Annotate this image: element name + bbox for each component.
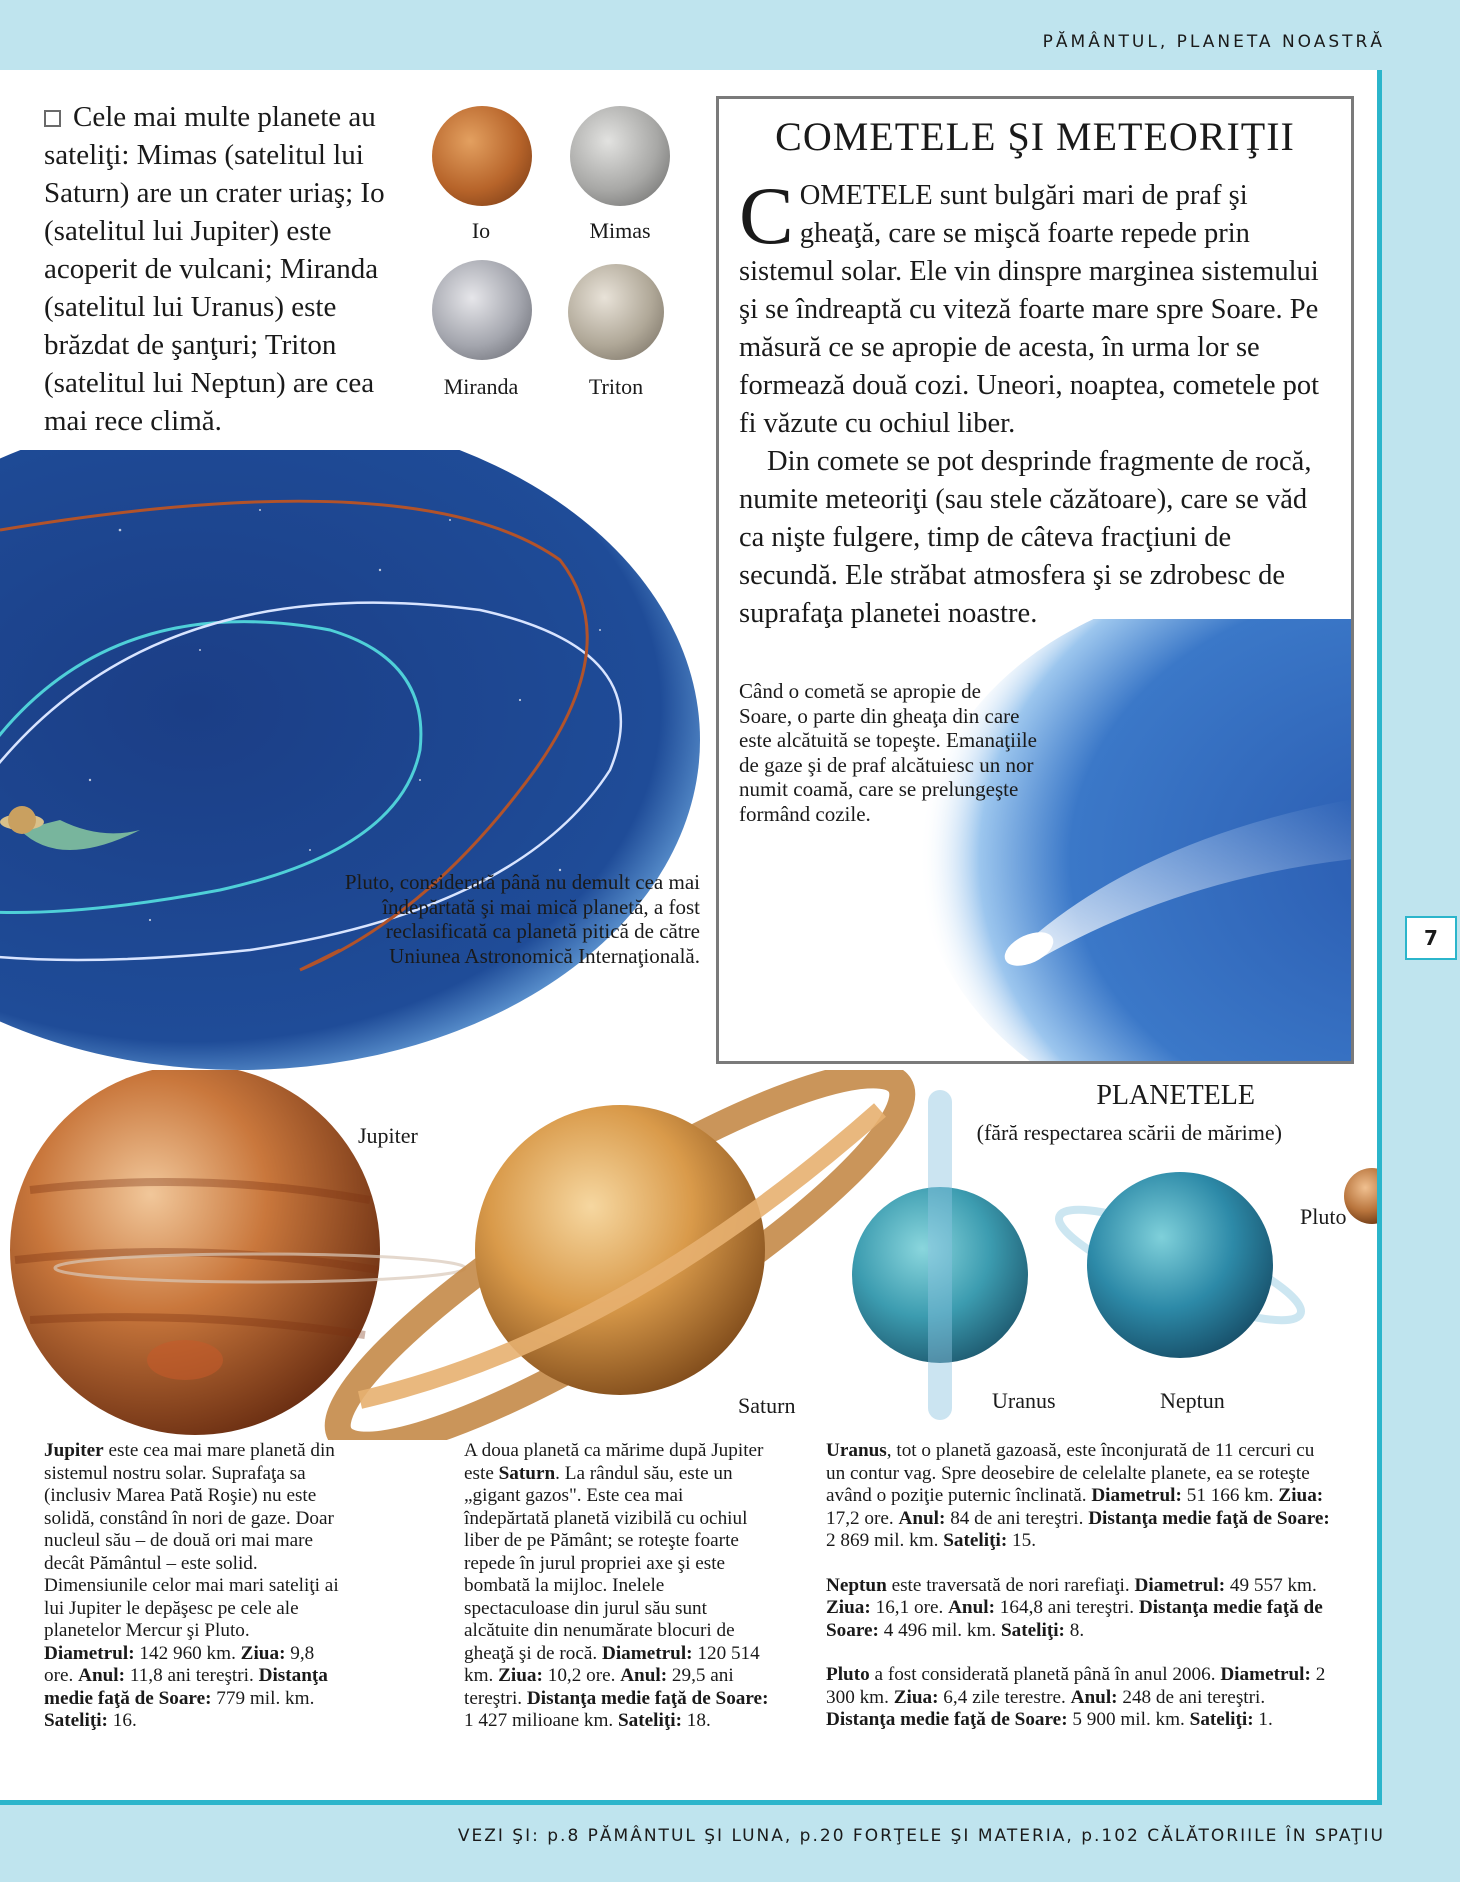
planets-illustration [0,1070,1382,1440]
comets-box [716,96,1354,1064]
comets-body [739,170,1335,633]
comet-caption: Când o cometă se apropie de Soare, o parte din gheaţa din care este alcătuită se topeşte. Emanaţiile de gaze şi de praf alcătuiesc un nor numit coamă, care se prelungeşte formând cozile. [739,679,1037,826]
planets-subtitle: (fără respectarea scării de mărime) [976,1120,1282,1145]
comets-dropcap: C [739,170,794,261]
jupiter-satellites: 16. [107,1710,137,1731]
planets-title: PLANETELE [1096,1080,1255,1111]
triton-image [568,264,664,360]
pluto-satellites: 1. [1253,1709,1273,1730]
saturn-year: 29,5 ani tereştri. [464,1665,734,1709]
saturn-distance-label: Distanţa medie faţă de Soare: [526,1687,769,1709]
saturn-diameter: 120 514 km. [464,1642,760,1686]
page-content [0,70,1382,1805]
neptune-year-label: Anul: [948,1597,995,1618]
uranus-satellites-label: Sateliţi: [943,1530,1008,1551]
section-title: PĂMÂNTUL, PLANETA NOASTRĂ [1042,32,1385,52]
neptune-day: 16,1 ore. [870,1597,949,1618]
saturn-text: . La rândul său, este un „gigant gazos". Este cea mai îndepărtată planetă vizibilă cu ochiul liber de pe Pământ; se roteşte foarte repede în jurul propriei axe şi este bombată la mijloc. Inelele spectaculoase din jurul său sunt alcătuite din nenumărate blocuri de gheaţă şi de rocă. [464,1462,748,1664]
pluto-name: Pluto [826,1664,870,1685]
neptune-diameter: 49 557 km. [1225,1574,1317,1596]
solar-system-illustration [0,450,720,1090]
miranda-image [432,260,532,360]
uranus-description [826,1440,1336,1553]
comets-title: COMETELE ŞI METEORIŢII [775,114,1295,159]
neptune-label: Neptun [1160,1388,1225,1413]
jupiter-day: 9,8 ore. [44,1642,315,1686]
pluto-diameter: 2 300 km. [826,1664,1326,1708]
satellites-intro-text: Cele mai multe planete au sateliţi: Mimas (satelitul lui Saturn) are un crater uriaş; Io (satelitul lui Jupiter) este acoperit de vulcani; Miranda (satelitul lui Uranus) este brăzdat de şanţuri; Triton (satelitul lui Neptun) are cea mai rece climă. [44,101,385,437]
jupiter-distance: 779 mil. km. [211,1687,315,1709]
jupiter-label: Jupiter [358,1123,418,1148]
neptune-description [826,1575,1336,1643]
uranus-satellites: 15. [1007,1530,1036,1551]
saturn-name: Saturn [498,1462,556,1484]
comets-paragraph-1: OMETELE sunt bulgări mari de praf şi gheaţă, care se mişcă foarte repede prin sistemul solar. Ele vin dinspre marginea sistemului şi se îndreaptă cu viteză foarte mare spre Soare. Pe măsură ce se apropie de acesta, în urma lor se formează două cozi. Uneori, noaptea, cometele pot fi văzute cu ochiul liber. [739,180,1320,439]
see-also-links[interactable]: VEZI ŞI: p.8 PĂMÂNTUL ŞI LUNA, p.20 FORŢELE ŞI MATERIA, p.102 CĂLĂTORIILE ÎN SPAŢIU [457,1826,1385,1846]
jupiter-year-label: Anul: [78,1665,126,1686]
uranus-day: 17,2 ore. [826,1507,899,1529]
page-footer [0,1812,1460,1882]
saturn-label: Saturn [738,1393,796,1418]
saturn-pre: A doua planetă ca mărime după Jupiter este [464,1440,764,1484]
neptune-day-label: Ziua: [826,1597,871,1618]
jupiter-description [44,1440,344,1733]
pluto-day: 6,4 zile terestre. [938,1686,1071,1708]
io-image [432,106,532,206]
comets-paragraph-2: Din comete se pot desprinde fragmente de rocă, numite meteoriţi (sau stele căzătoare), care se văd ca nişte fulgere, timp de câteva fracţiuni de secundă. Ele străbat atmosfera şi se zdrobesc de suprafaţa planetei noastre. [739,446,1312,629]
jupiter-diameter: 142 960 km. [134,1642,241,1664]
mimas-label: Mimas [589,218,651,243]
bullet-icon [44,110,61,127]
neptune-diameter-label: Diametrul: [1134,1574,1226,1596]
pluto-distance: 5 900 mil. km. [1067,1709,1190,1730]
jupiter-name: Jupiter [44,1440,104,1461]
jupiter-diameter-label: Diametrul: [44,1642,135,1664]
satellites-intro [44,98,414,440]
saturn-distance: 1 427 milioane km. [464,1710,619,1731]
jupiter-text: este cea mai mare planetă din sistemul nostru solar. Suprafaţa sa (inclusiv Marea Pată Roşie) nu este solidă, constând în nori de gaze. Doar nucleul său – de două ori mai mare decât Pământul – este solid. Dimensiunile celor mai mari sateliţi ai lui Jupiter le depăşesc pe cele ale planetelor Mercur şi Pluto. [44,1440,339,1641]
pluto-year-label: Anul: [1070,1686,1118,1708]
jupiter-year: 11,8 ani tereştri. [125,1665,259,1686]
io-label: Io [471,218,491,243]
saturn-diameter-label: Diametrul: [601,1642,693,1664]
uranus-year: 84 de ani tereştri. [945,1507,1089,1529]
pluto-caption: Pluto, considerată până nu demult cea mai îndepărtată şi mai mică planetă, a fost reclasificată ca planetă pitică de către Uniunea Astronomică Internaţională. [344,870,700,968]
neptune-year: 164,8 ani tereştri. [994,1597,1139,1618]
pluto-satellites-label: Sateliţi: [1189,1709,1254,1730]
saturn-day: 10,2 ore. [542,1665,621,1686]
jupiter-satellites-label: Sateliţi: [44,1710,108,1731]
neptune-distance: 4 496 mil. km. [878,1619,1001,1641]
jupiter-distance-label: Distanţa medie faţă de Soare: [44,1665,328,1709]
saturn-satellites-label: Sateliţi: [618,1710,682,1731]
uranus-distance-label: Distanţa medie faţă de Soare: [1088,1507,1330,1529]
saturn-day-label: Ziua: [498,1665,543,1686]
page-number: 7 [1405,916,1457,960]
miranda-label: Miranda [443,374,519,399]
uranus-diameter: 51 166 km. [1181,1485,1279,1506]
pluto-distance-label: Distanţa medie faţă de Soare: [826,1709,1068,1730]
neptune-name: Neptun [826,1574,887,1596]
saturn-satellites: 18. [681,1710,711,1731]
neptune-satellites: 8. [1064,1619,1085,1641]
neptune-text: este traversată de nori rarefiaţi. [886,1574,1135,1596]
pluto-diameter-label: Diametrul: [1220,1664,1311,1685]
uranus-name: Uranus [826,1440,887,1461]
pluto-description [826,1664,1336,1732]
uranus-year-label: Anul: [898,1507,946,1529]
page-header [0,0,1460,70]
uranus-diameter-label: Diametrul: [1091,1485,1182,1506]
pluto-year: 248 de ani tereştri. [1117,1686,1266,1708]
uranus-text: , tot o planetă gazoasă, este înconjurată de 11 cercuri cu un contur vag. Spre deosebire de celelalte planete, ea se roteşte având o poziţie puternic înclinată. [826,1440,1315,1506]
saturn-description [464,1440,770,1733]
outer-planets-descriptions [826,1440,1336,1732]
pluto-label: Pluto [1300,1204,1347,1229]
neptune-satellites-label: Sateliţi: [1001,1619,1065,1641]
triton-label: Triton [588,374,644,399]
saturn-year-label: Anul: [620,1665,668,1686]
jupiter-day-label: Ziua: [240,1642,286,1664]
pluto-text: a fost considerată planetă până în anul 2006. [869,1664,1221,1685]
uranus-distance: 2 869 mil. km. [826,1530,944,1551]
uranus-label: Uranus [992,1388,1056,1413]
uranus-day-label: Ziua: [1278,1485,1324,1506]
mimas-image [570,106,670,206]
pluto-day-label: Ziua: [893,1686,939,1708]
neptune-distance-label: Distanţa medie faţă de Soare: [826,1597,1323,1641]
